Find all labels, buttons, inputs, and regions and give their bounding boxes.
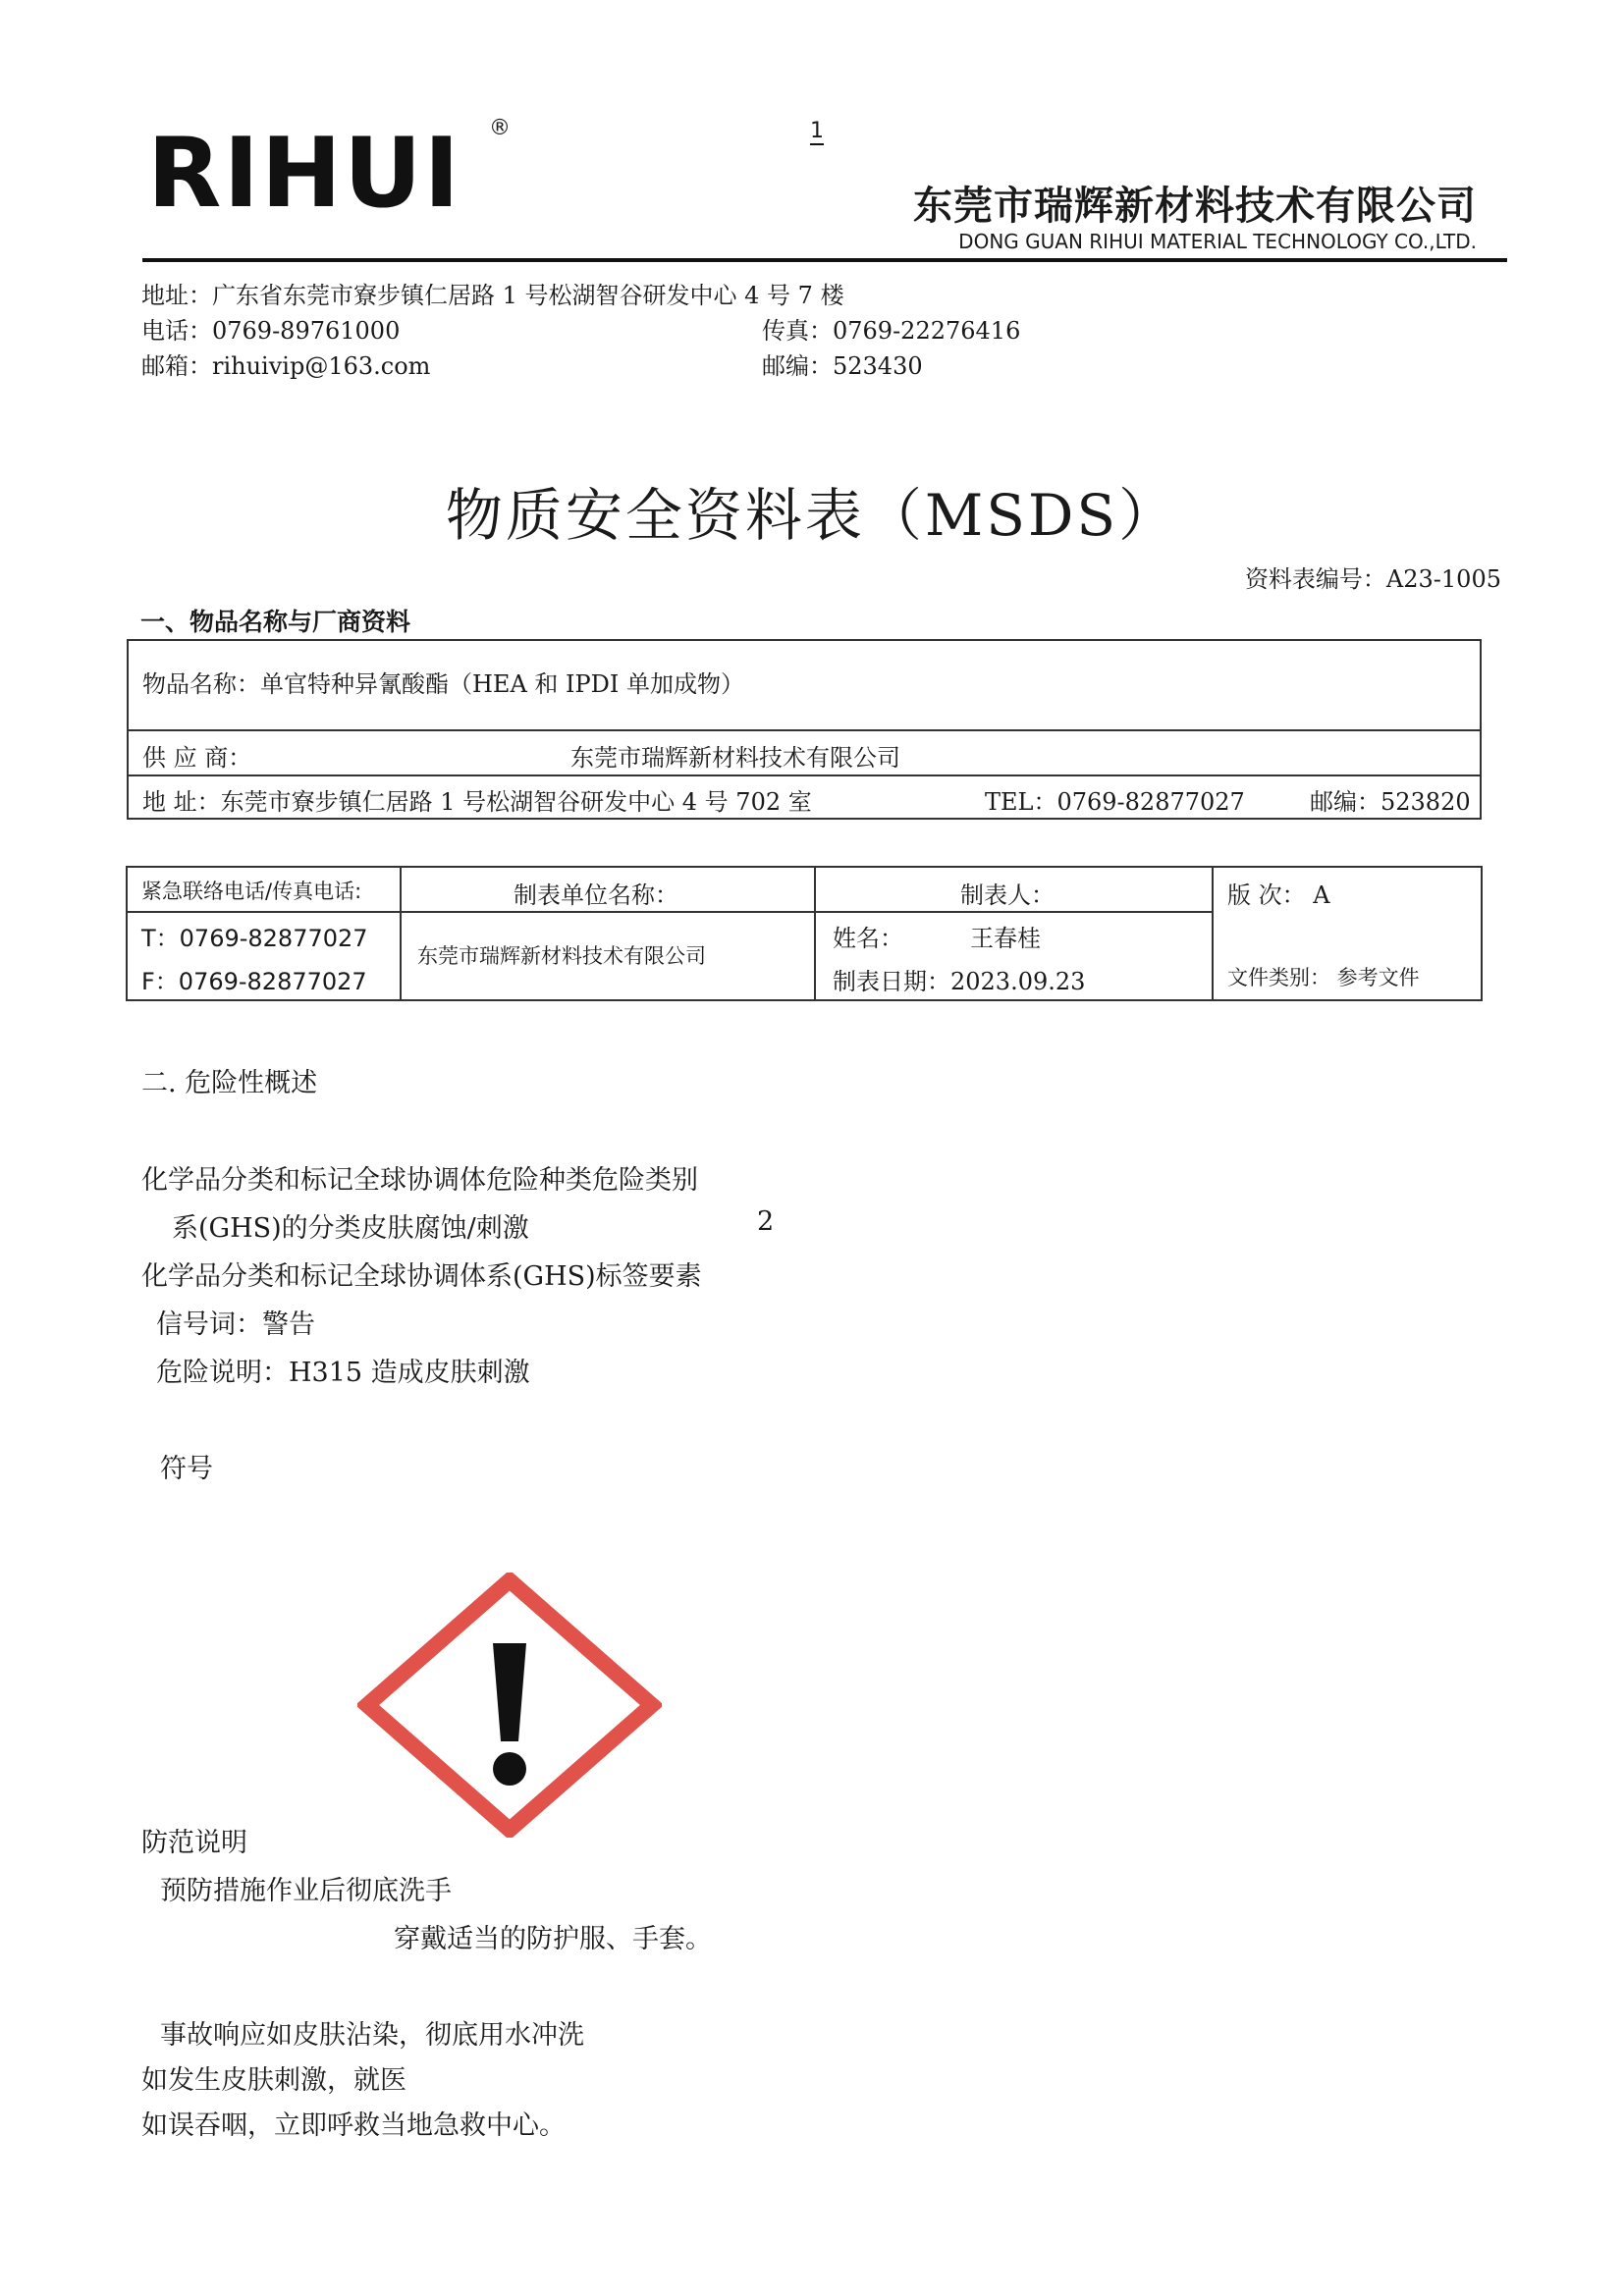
contact-phone: 电话：0769-89761000 (141, 317, 401, 345)
supplier-postcode: 邮编：523820 (1310, 788, 1471, 816)
unit-value: 东莞市瑞辉新材料技术有限公司 (417, 944, 706, 968)
response-statement-3: 如误吞咽，立即呼救当地急救中心。 (141, 2110, 566, 2141)
contact-email: 邮箱：rihuivip@163.com (141, 352, 431, 380)
maker-header: 制表人： (960, 881, 1055, 909)
supplier-address: 地 址：东莞市寮步镇仁居路 1 号松湖智谷研发中心 4 号 702 室 (142, 788, 812, 816)
prevention-statement: 预防措施作业后彻底洗手 (160, 1876, 452, 1906)
emergency-fax: F：0769-82877027 (141, 968, 367, 995)
hazard-statement: 危险说明：H315 造成皮肤刺激 (156, 1358, 530, 1388)
company-name-cn: 东莞市瑞辉新材料技术有限公司 (913, 184, 1477, 229)
ghs-category: 2 (757, 1206, 775, 1237)
precaution-heading: 防范说明 (141, 1828, 247, 1858)
supplier-tel: TEL：0769-82877027 (985, 788, 1245, 816)
contact-fax: 传真：0769-22276416 (762, 317, 1021, 345)
prevention-statement-2: 穿戴适当的防护服、手套。 (394, 1924, 712, 1954)
address-row (129, 776, 1480, 820)
document-type: 文件类别： 参考文件 (1227, 966, 1420, 989)
product-name-row (129, 641, 1480, 731)
contact-address: 地址：广东省东莞市寮步镇仁居路 1 号松湖智谷研发中心 4 号 7 楼 (141, 282, 844, 309)
product-info-table (127, 639, 1482, 820)
document-control-table (126, 866, 1483, 1001)
maker-name: 王春桂 (970, 925, 1041, 952)
section1-heading: 一、物品名称与厂商资料 (140, 608, 411, 636)
document-title: 物质安全资料表（MSDS） (445, 482, 1179, 549)
table-date: 制表日期：2023.09.23 (833, 968, 1086, 995)
symbol-label: 符号 (160, 1454, 213, 1484)
supplier-value: 东莞市瑞辉新材料技术有限公司 (570, 744, 900, 772)
maker-name-label: 姓名： (833, 925, 903, 952)
contact-postcode: 邮编：523430 (762, 352, 923, 380)
section2-heading: 二. 危险性概述 (141, 1068, 318, 1098)
ghs-classification-line1: 化学品分类和标记全球协调体危险种类危险类别 (141, 1165, 698, 1196)
document-number: 资料表编号：A23-1005 (1244, 565, 1501, 593)
header-divider (142, 258, 1507, 262)
unit-header: 制表单位名称： (514, 881, 678, 909)
response-statement-2: 如发生皮肤刺激，就医 (141, 2065, 406, 2096)
supplier-label: 供 应 商： (142, 744, 252, 772)
company-name-en: DONG GUAN RIHUI MATERIAL TECHNOLOGY CO.,LTD. (958, 230, 1477, 253)
ghs-label-elements: 化学品分类和标记全球协调体系(GHS)标签要素 (141, 1261, 702, 1292)
registered-mark: ® (489, 116, 511, 140)
logo-text: RIHUI (147, 118, 461, 230)
response-statement-1: 事故响应如皮肤沾染，彻底用水冲洗 (160, 2020, 584, 2051)
exclamation-mark-pictogram-icon (357, 1573, 662, 1838)
supplier-row (129, 731, 1480, 776)
product-name: 物品名称：单官特种异氰酸酯（HEA 和 IPDI 单加成物） (142, 670, 745, 698)
ghs-classification-line2: 系(GHS)的分类皮肤腐蚀/刺激 (172, 1213, 529, 1244)
emergency-tel: T：0769-82877027 (141, 925, 368, 952)
signal-word: 信号词：警告 (156, 1309, 315, 1340)
company-logo (147, 118, 461, 230)
version-label: 版 次： A (1227, 881, 1330, 909)
emergency-header: 紧急联络电话/传真电话: (141, 880, 362, 903)
page-number: 1 (810, 120, 824, 145)
